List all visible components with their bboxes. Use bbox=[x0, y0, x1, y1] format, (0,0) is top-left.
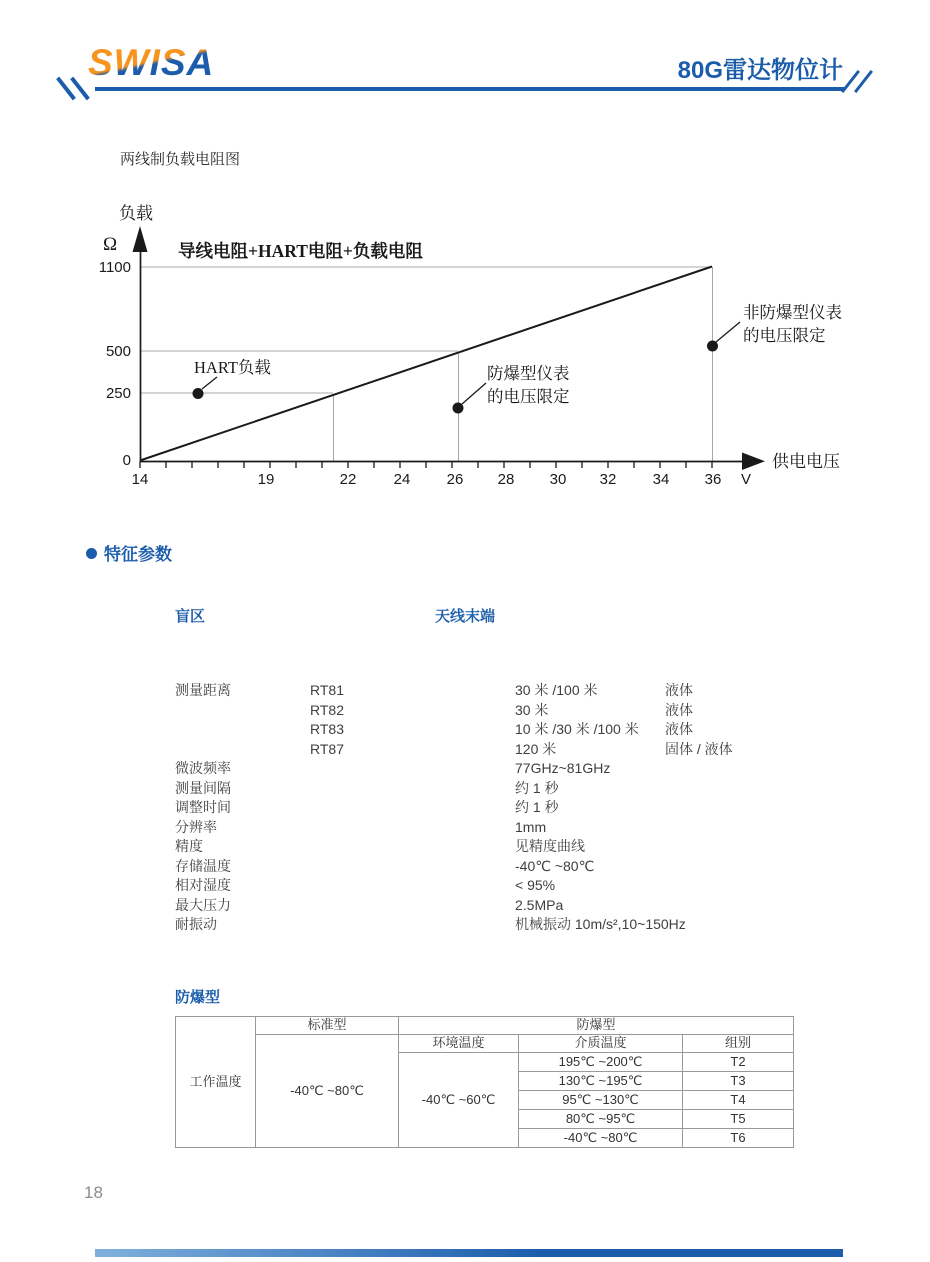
ex-temperature-table bbox=[175, 1016, 794, 1148]
table-header-ambient: 环境温度 bbox=[399, 1035, 519, 1053]
spec-model: RT81 bbox=[310, 682, 344, 698]
nonex-leader-line bbox=[716, 322, 740, 342]
table-cell-standard-value: -40℃ ~80℃ bbox=[256, 1035, 399, 1148]
ex-voltage-limit-label: 的电压限定 bbox=[487, 387, 570, 406]
spec-row bbox=[175, 818, 815, 838]
y-tick-label: 1100 bbox=[98, 259, 131, 276]
spec-medium: 液体 bbox=[665, 721, 693, 737]
spec-row bbox=[175, 759, 815, 779]
nonex-voltage-limit-label: 的电压限定 bbox=[743, 326, 826, 345]
spec-value: 约 1 秒 bbox=[515, 779, 559, 796]
table-cell-group: T6 bbox=[683, 1129, 794, 1148]
table-cell-group: T4 bbox=[683, 1091, 794, 1110]
spec-medium: 液体 bbox=[665, 682, 693, 698]
spec-medium: 液体 bbox=[665, 701, 693, 718]
x-tick-label: 34 bbox=[652, 471, 670, 488]
spec-value: -40℃ ~80℃ bbox=[515, 857, 595, 874]
y-tick-label: 500 bbox=[105, 343, 131, 360]
table-cell-group: T2 bbox=[683, 1053, 794, 1072]
x-tick-label: 24 bbox=[393, 471, 411, 488]
table-cell-medium-temp: 130℃ ~195℃ bbox=[519, 1072, 683, 1091]
x-tick-label: 36 bbox=[704, 471, 722, 488]
y-tick-label: 0 bbox=[122, 452, 131, 469]
spec-value: 见精度曲线 bbox=[515, 838, 585, 854]
spec-row bbox=[175, 896, 815, 916]
spec-model: RT83 bbox=[310, 721, 344, 737]
spec-value: 1mm bbox=[515, 818, 547, 835]
x-tick-label: 26 bbox=[446, 471, 464, 488]
table-cell-medium-temp: 95℃ ~130℃ bbox=[519, 1091, 683, 1110]
hart-load-label: HART负载 bbox=[194, 358, 271, 377]
spec-medium: 固体 / 液体 bbox=[665, 740, 733, 757]
page-number: 18 bbox=[84, 1183, 103, 1202]
x-tick-label: 30 bbox=[549, 471, 567, 488]
spec-value: 120 米 bbox=[515, 740, 557, 757]
column-header-antenna-end: 天线末端 bbox=[435, 608, 496, 625]
header-divider-line bbox=[95, 87, 845, 91]
spec-value: < 95% bbox=[515, 877, 556, 893]
spec-row bbox=[175, 876, 815, 896]
table-cell-medium-temp: 80℃ ~95℃ bbox=[519, 1110, 683, 1129]
page-title: 80G雷达物位计 bbox=[677, 57, 843, 84]
spec-value: 约 1 秒 bbox=[515, 799, 559, 815]
spec-label: 调整时间 bbox=[175, 799, 231, 815]
section-bullet-icon bbox=[86, 548, 97, 559]
y-axis-arrow-icon bbox=[133, 226, 148, 252]
spec-row bbox=[175, 798, 815, 818]
swisa-logo: SWISA bbox=[88, 42, 215, 83]
spec-model: RT82 bbox=[310, 701, 344, 718]
x-tick-label: 22 bbox=[339, 471, 357, 488]
hart-leader-line bbox=[202, 377, 217, 389]
spec-label bbox=[175, 720, 310, 740]
table-cell-group: T5 bbox=[683, 1110, 794, 1129]
ex-leader-line bbox=[462, 383, 486, 404]
footer-bar bbox=[95, 1249, 843, 1257]
spec-value: 10 米 /30 米 /100 米 bbox=[515, 721, 639, 737]
spec-row bbox=[175, 837, 815, 857]
chart-title: 两线制负载电阻图 bbox=[120, 151, 241, 168]
table-cell-ambient-value: -40℃ ~60℃ bbox=[399, 1053, 519, 1148]
spec-list bbox=[175, 681, 815, 935]
ex-voltage-limit-label: 防爆型仪表 bbox=[487, 364, 570, 383]
spec-label: 微波频率 bbox=[175, 760, 231, 776]
spec-label: 测量间隔 bbox=[175, 779, 231, 796]
spec-label: 分辨率 bbox=[175, 818, 217, 835]
sum-resistance-annotation: 导线电阻+HART电阻+负载电阻 bbox=[178, 241, 423, 261]
x-axis-arrow-icon bbox=[742, 453, 765, 471]
spec-model: RT87 bbox=[310, 740, 344, 757]
spec-value: 2.5MPa bbox=[515, 896, 564, 913]
y-axis-name: 负载 bbox=[119, 204, 153, 223]
spec-value: 30 米 bbox=[515, 701, 549, 718]
x-tick-label: 19 bbox=[257, 471, 275, 488]
table-cell-group: T3 bbox=[683, 1072, 794, 1091]
y-axis-unit: Ω bbox=[103, 234, 118, 255]
spec-label bbox=[175, 740, 310, 760]
spec-value: 30 米 /100 米 bbox=[515, 682, 598, 698]
x-axis-name: 供电电压 bbox=[772, 452, 840, 471]
ex-table-title: 防爆型 bbox=[175, 989, 221, 1006]
spec-row-distance bbox=[175, 720, 815, 740]
column-header-blind-zone: 盲区 bbox=[175, 608, 206, 625]
x-axis-ticks bbox=[140, 462, 712, 469]
spec-row-distance bbox=[175, 740, 815, 760]
spec-label: 测量距离 bbox=[175, 682, 231, 698]
x-tick-label: 32 bbox=[599, 471, 617, 488]
spec-label: 耐振动 bbox=[175, 916, 217, 932]
table-cell-working-temp: 工作温度 bbox=[176, 1017, 256, 1148]
y-tick-label: 250 bbox=[105, 385, 131, 402]
table-header-standard: 标准型 bbox=[256, 1017, 399, 1035]
x-axis-unit: V bbox=[740, 471, 752, 488]
spec-label bbox=[175, 701, 310, 721]
spec-label: 存储温度 bbox=[175, 857, 231, 874]
spec-value: 77GHz~81GHz bbox=[515, 760, 611, 776]
spec-row-distance bbox=[175, 701, 815, 721]
nonex-voltage-limit-label: 非防爆型仪表 bbox=[743, 303, 842, 322]
section-title: 特征参数 bbox=[104, 545, 172, 564]
spec-value: 机械振动 10m/s²,10~150Hz bbox=[515, 916, 686, 932]
table-header-group: 组别 bbox=[683, 1035, 794, 1053]
spec-row bbox=[175, 915, 815, 935]
ex-voltage-limit-point bbox=[453, 403, 464, 414]
spec-row-distance bbox=[175, 681, 815, 701]
x-tick-label: 14 bbox=[131, 471, 149, 488]
table-header-medium-temp: 介质温度 bbox=[519, 1035, 683, 1053]
spec-label: 最大压力 bbox=[175, 896, 231, 913]
table-cell-medium-temp: -40℃ ~80℃ bbox=[519, 1129, 683, 1148]
spec-row bbox=[175, 857, 815, 877]
hart-load-point bbox=[193, 388, 204, 399]
load-resistance-chart bbox=[80, 135, 880, 510]
spec-label: 相对湿度 bbox=[175, 877, 231, 893]
spec-row bbox=[175, 779, 815, 799]
table-cell-medium-temp: 195℃ ~200℃ bbox=[519, 1053, 683, 1072]
spec-label: 精度 bbox=[175, 838, 203, 854]
x-tick-label: 28 bbox=[497, 471, 515, 488]
table-header-ex: 防爆型 bbox=[399, 1017, 794, 1035]
